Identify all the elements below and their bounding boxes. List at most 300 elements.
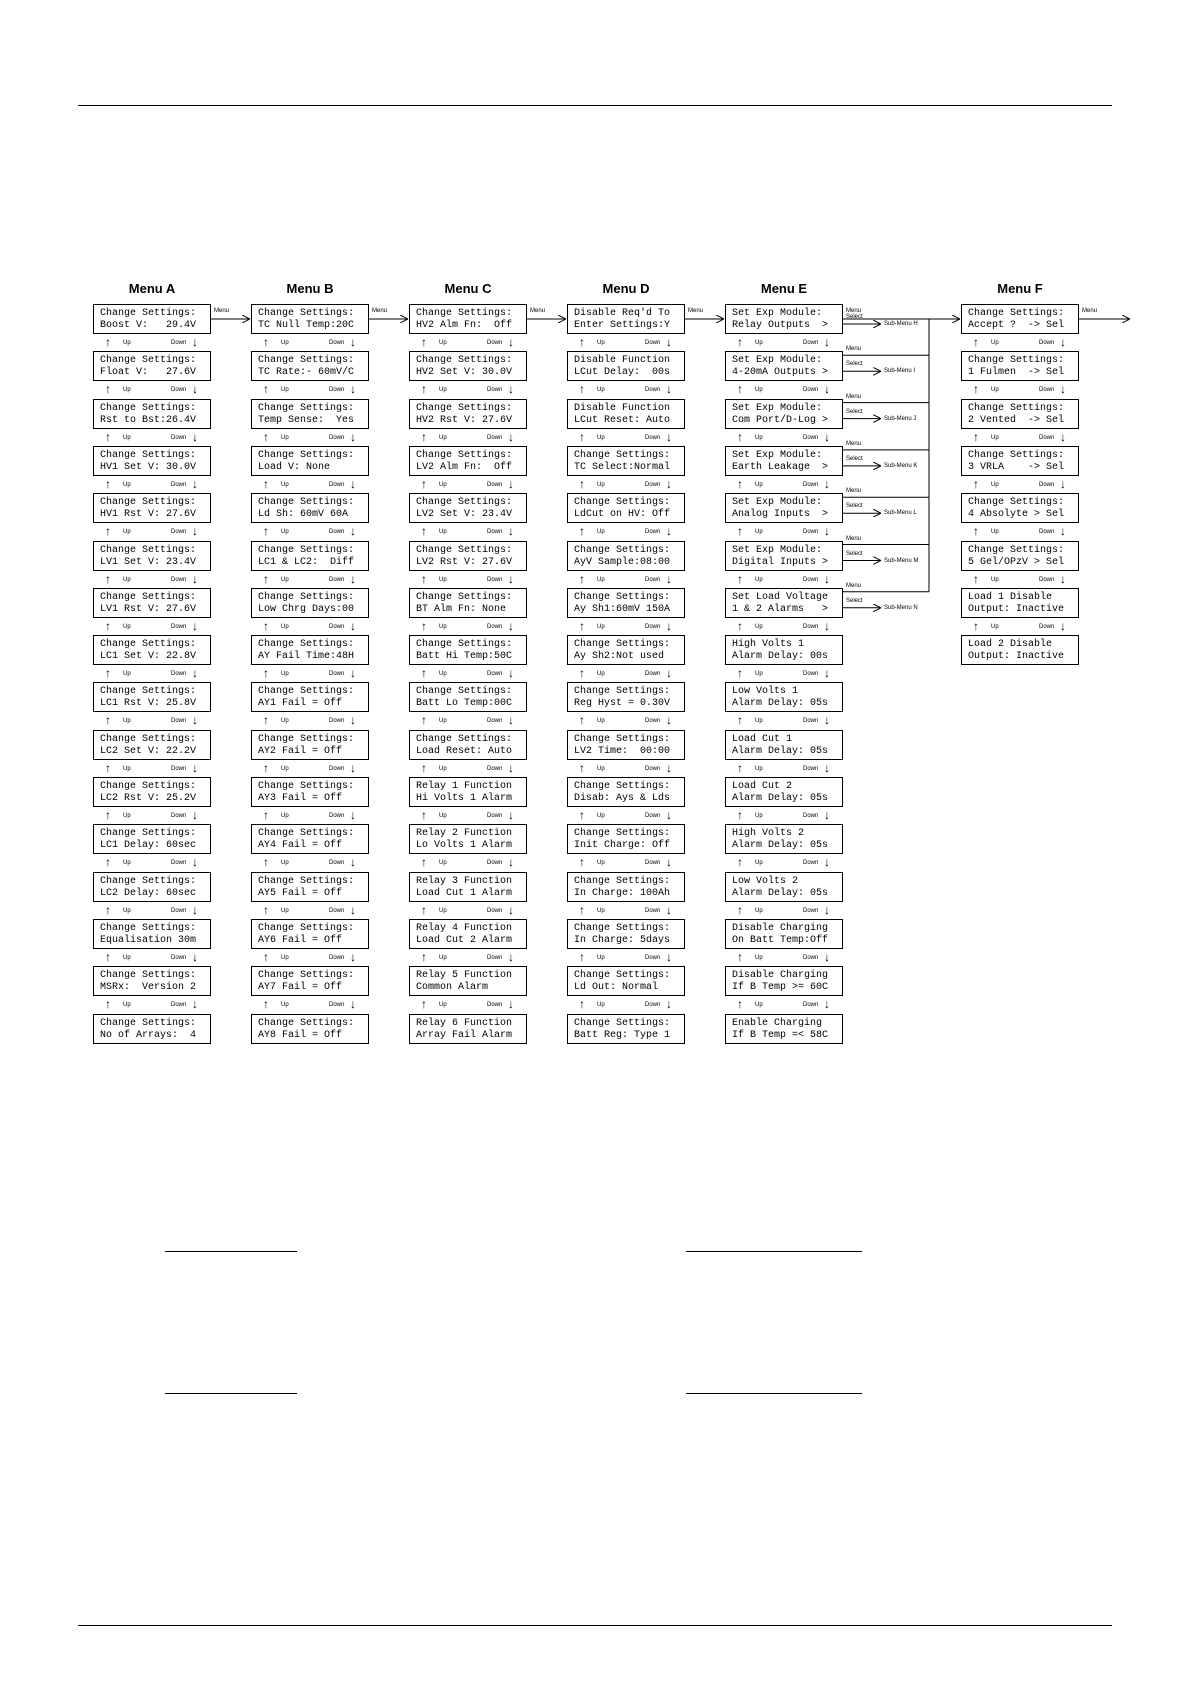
up-arrow-icon[interactable]: ↑ [737, 335, 743, 349]
menu-d-screen-9[interactable] [567, 682, 685, 712]
screen-line-1: Change Settings: [100, 1017, 197, 1029]
screen-line-1: Load Cut 1 [732, 733, 793, 745]
up-arrow-icon[interactable]: ↑ [421, 949, 427, 964]
menu-d-screen-16[interactable] [567, 1014, 685, 1044]
menu-c-screen-4[interactable] [409, 446, 527, 476]
up-arrow-icon[interactable]: ↑ [263, 855, 269, 870]
menu-f-screen-5[interactable] [961, 493, 1079, 523]
down-arrow-icon[interactable]: ↓ [1060, 476, 1066, 491]
menu-a-screen-8[interactable] [93, 635, 211, 665]
up-arrow-icon[interactable]: ↑ [579, 524, 585, 539]
down-arrow-icon[interactable]: ↓ [1060, 524, 1066, 539]
menu-d-screen-8[interactable] [567, 635, 685, 665]
menu-e-screen-8[interactable] [725, 635, 843, 665]
down-arrow-icon[interactable]: ↓ [1060, 618, 1066, 633]
menu-a-screen-4[interactable] [93, 446, 211, 476]
menu-a-screen-2[interactable] [93, 351, 211, 381]
menu-a-screen-9[interactable] [93, 682, 211, 712]
menu-b-screen-6[interactable] [251, 541, 369, 571]
screen-line-1: Change Settings: [968, 402, 1065, 414]
up-arrow-icon[interactable]: ↑ [263, 524, 269, 539]
menu-d-screen-7[interactable] [567, 588, 685, 618]
up-arrow-icon[interactable]: ↑ [421, 382, 427, 397]
up-arrow-icon[interactable]: ↑ [263, 997, 269, 1012]
up-arrow-icon[interactable]: ↑ [263, 335, 269, 349]
down-arrow-icon[interactable]: ↓ [508, 808, 514, 822]
down-arrow-icon[interactable]: ↓ [666, 618, 672, 633]
up-arrow-icon[interactable]: ↑ [421, 666, 427, 681]
up-arrow-icon[interactable]: ↑ [263, 618, 269, 633]
down-arrow-icon[interactable]: ↓ [192, 713, 198, 728]
up-arrow-icon[interactable]: ↑ [579, 902, 585, 917]
down-arrow-icon[interactable]: ↓ [666, 571, 672, 586]
down-arrow-icon[interactable]: ↓ [1060, 335, 1066, 349]
up-label: Up [281, 954, 289, 961]
down-arrow-icon[interactable]: ↓ [350, 997, 356, 1012]
down-arrow-icon[interactable]: ↓ [508, 524, 514, 539]
up-arrow-icon[interactable]: ↑ [737, 713, 743, 728]
down-label: Down [1039, 529, 1055, 536]
down-arrow-icon[interactable]: ↓ [508, 713, 514, 728]
up-arrow-icon[interactable]: ↑ [579, 997, 585, 1012]
down-label: Down [171, 954, 187, 961]
down-label: Down [329, 671, 345, 678]
up-arrow-icon[interactable]: ↑ [737, 429, 743, 444]
down-arrow-icon[interactable]: ↓ [508, 949, 514, 964]
down-arrow-icon[interactable]: ↓ [508, 902, 514, 917]
up-arrow-icon[interactable]: ↑ [263, 760, 269, 775]
menu-c-screen-5[interactable] [409, 493, 527, 523]
up-arrow-icon[interactable]: ↑ [973, 382, 979, 397]
up-arrow-icon[interactable]: ↑ [973, 524, 979, 539]
menu-b-screen-16[interactable] [251, 1014, 369, 1044]
menu-c-screen-1[interactable] [409, 304, 527, 334]
down-arrow-icon[interactable]: ↓ [192, 335, 198, 349]
up-arrow-icon[interactable]: ↑ [973, 335, 979, 349]
menu-d-screen-3[interactable] [567, 399, 685, 429]
menu-c-screen-12[interactable] [409, 824, 527, 854]
down-label: Down [645, 576, 661, 583]
down-label: Down [329, 387, 345, 394]
down-arrow-icon[interactable]: ↓ [350, 618, 356, 633]
menu-d-screen-5[interactable] [567, 493, 685, 523]
screen-line-1: Change Settings: [574, 686, 671, 698]
menu-e-screen-15[interactable] [725, 966, 843, 996]
up-arrow-icon[interactable]: ↑ [263, 949, 269, 964]
menu-a-screen-16[interactable] [93, 1014, 211, 1044]
menu-b-screen-11[interactable] [251, 777, 369, 807]
up-arrow-icon[interactable]: ↑ [263, 713, 269, 728]
menu-a-screen-10[interactable] [93, 730, 211, 760]
up-arrow-icon[interactable]: ↑ [105, 571, 111, 586]
menu-c-screen-16[interactable] [409, 1014, 527, 1044]
up-arrow-icon[interactable]: ↑ [737, 524, 743, 539]
down-arrow-icon[interactable]: ↓ [1060, 571, 1066, 586]
menu-a-screen-7[interactable] [93, 588, 211, 618]
up-arrow-icon[interactable]: ↑ [105, 902, 111, 917]
screen-line-2: Boost V: 29.4V [100, 320, 197, 331]
up-arrow-icon[interactable]: ↑ [105, 335, 111, 349]
down-arrow-icon[interactable]: ↓ [192, 382, 198, 397]
menu-b-nav-13 [251, 902, 369, 919]
down-arrow-icon[interactable]: ↓ [824, 524, 830, 539]
up-arrow-icon[interactable]: ↑ [579, 335, 585, 349]
menu-e-screen-13[interactable] [725, 872, 843, 902]
menu-c-nav-13 [409, 902, 527, 919]
down-label: Down [803, 860, 819, 867]
up-label: Up [281, 1002, 289, 1009]
menu-a-screen-3[interactable] [93, 399, 211, 429]
up-arrow-icon[interactable]: ↑ [737, 760, 743, 775]
up-arrow-icon[interactable]: ↑ [421, 524, 427, 539]
menu-c-screen-9[interactable] [409, 682, 527, 712]
up-arrow-icon[interactable]: ↑ [263, 429, 269, 444]
up-arrow-icon[interactable]: ↑ [421, 476, 427, 491]
screen-line-1: Change Settings: [100, 402, 197, 414]
menu-d-screen-1[interactable] [567, 304, 685, 334]
down-arrow-icon[interactable]: ↓ [666, 713, 672, 728]
up-arrow-icon[interactable]: ↑ [263, 666, 269, 681]
up-arrow-icon[interactable]: ↑ [105, 713, 111, 728]
menu-c-screen-8[interactable] [409, 635, 527, 665]
down-arrow-icon[interactable]: ↓ [666, 524, 672, 539]
down-arrow-icon[interactable]: ↓ [508, 476, 514, 491]
down-arrow-icon[interactable]: ↓ [350, 760, 356, 775]
menu-return-label-3: Menu [846, 440, 862, 447]
screen-line-2: TC Select:Normal [574, 461, 671, 473]
menu-c-screen-15[interactable] [409, 966, 527, 996]
menu-c-screen-6[interactable] [409, 541, 527, 571]
menu-a-screen-14[interactable] [93, 919, 211, 949]
menu-e-screen-14[interactable] [725, 919, 843, 949]
down-arrow-icon[interactable]: ↓ [666, 902, 672, 917]
down-arrow-icon[interactable]: ↓ [350, 949, 356, 964]
up-arrow-icon[interactable]: ↑ [579, 949, 585, 964]
down-arrow-icon[interactable]: ↓ [824, 808, 830, 822]
up-arrow-icon[interactable]: ↑ [105, 760, 111, 775]
down-arrow-icon[interactable]: ↓ [192, 666, 198, 681]
up-arrow-icon[interactable]: ↑ [579, 855, 585, 870]
screen-line-2: LV1 Set V: 23.4V [100, 556, 197, 568]
up-arrow-icon[interactable]: ↑ [579, 429, 585, 444]
up-label: Up [123, 576, 131, 583]
menu-e-screen-3[interactable] [725, 399, 843, 429]
down-arrow-icon[interactable]: ↓ [666, 808, 672, 822]
down-arrow-icon[interactable]: ↓ [350, 524, 356, 539]
menu-a-screen-6[interactable] [93, 541, 211, 571]
down-arrow-icon[interactable]: ↓ [350, 429, 356, 444]
up-arrow-icon[interactable]: ↑ [105, 808, 111, 822]
menu-e-screen-12[interactable] [725, 824, 843, 854]
up-arrow-icon[interactable]: ↑ [579, 382, 585, 397]
down-arrow-icon[interactable]: ↓ [508, 997, 514, 1012]
down-arrow-icon[interactable]: ↓ [192, 571, 198, 586]
up-arrow-icon[interactable]: ↑ [421, 855, 427, 870]
menu-b-screen-14[interactable] [251, 919, 369, 949]
menu-d-screen-13[interactable] [567, 872, 685, 902]
down-arrow-icon[interactable]: ↓ [508, 429, 514, 444]
up-arrow-icon[interactable]: ↑ [263, 476, 269, 491]
screen-line-2: LC1 & LC2: Diff [258, 556, 355, 568]
up-arrow-icon[interactable]: ↑ [737, 997, 743, 1012]
up-arrow-icon[interactable]: ↑ [579, 476, 585, 491]
down-label: Down [329, 529, 345, 536]
select-connector-label-3: Select [846, 408, 863, 415]
menu-e-screen-6[interactable] [725, 541, 843, 571]
screen-line-1: Set Exp Module: [732, 355, 823, 367]
menu-e-screen-2[interactable] [725, 351, 843, 381]
menu-b-screen-8[interactable] [251, 635, 369, 665]
up-arrow-icon[interactable]: ↑ [105, 382, 111, 397]
down-arrow-icon[interactable]: ↓ [508, 666, 514, 681]
up-arrow-icon[interactable]: ↑ [973, 429, 979, 444]
down-arrow-icon[interactable]: ↓ [192, 902, 198, 917]
menu-c-screen-3[interactable] [409, 399, 527, 429]
menu-c-screen-13[interactable] [409, 872, 527, 902]
up-arrow-icon[interactable]: ↑ [263, 808, 269, 822]
down-arrow-icon[interactable]: ↓ [192, 949, 198, 964]
menu-b-screen-9[interactable] [251, 682, 369, 712]
menu-e-screen-9[interactable] [725, 682, 843, 712]
menu-f-screen-2[interactable] [961, 351, 1079, 381]
down-arrow-icon[interactable]: ↓ [508, 760, 514, 775]
menu-d-screen-15[interactable] [567, 966, 685, 996]
menu-f-screen-1[interactable] [961, 304, 1079, 334]
screen-line-2: Common Alarm [416, 982, 489, 994]
menu-b-screen-1[interactable] [251, 304, 369, 334]
menu-b-screen-10[interactable] [251, 730, 369, 760]
up-arrow-icon[interactable]: ↑ [737, 808, 743, 822]
down-arrow-icon[interactable]: ↓ [350, 571, 356, 586]
down-arrow-icon[interactable]: ↓ [508, 335, 514, 349]
down-arrow-icon[interactable]: ↓ [508, 855, 514, 870]
menu-a-screen-11[interactable] [93, 777, 211, 807]
up-label: Up [597, 623, 605, 630]
down-label: Down [487, 529, 503, 536]
down-arrow-icon[interactable]: ↓ [192, 618, 198, 633]
down-arrow-icon[interactable]: ↓ [824, 382, 830, 397]
up-arrow-icon[interactable]: ↑ [737, 902, 743, 917]
down-arrow-icon[interactable]: ↓ [666, 949, 672, 964]
down-arrow-icon[interactable]: ↓ [192, 476, 198, 491]
up-label: Up [597, 481, 605, 488]
up-arrow-icon[interactable]: ↑ [421, 571, 427, 586]
menu-c-screen-7[interactable] [409, 588, 527, 618]
menu-c-screen-10[interactable] [409, 730, 527, 760]
screen-line-2: LC1 Delay: 60sec [100, 840, 197, 852]
menu-b-screen-7[interactable] [251, 588, 369, 618]
sub-menu-label-2: Sub-Menu I [884, 368, 916, 375]
down-arrow-icon[interactable]: ↓ [824, 997, 830, 1012]
menu-d-screen-14[interactable] [567, 919, 685, 949]
up-arrow-icon[interactable]: ↑ [579, 618, 585, 633]
up-arrow-icon[interactable]: ↑ [263, 382, 269, 397]
up-arrow-icon[interactable]: ↑ [421, 808, 427, 822]
menu-f-screen-8[interactable] [961, 635, 1079, 665]
down-arrow-icon[interactable]: ↓ [824, 666, 830, 681]
menu-c-nav-5 [409, 526, 527, 540]
down-arrow-icon[interactable]: ↓ [350, 335, 356, 349]
menu-e-screen-7[interactable] [725, 588, 843, 618]
down-arrow-icon[interactable]: ↓ [508, 382, 514, 397]
up-arrow-icon[interactable]: ↑ [105, 524, 111, 539]
menu-e-screen-1[interactable] [725, 304, 843, 334]
menu-d-screen-10[interactable] [567, 730, 685, 760]
menu-e-screen-5[interactable] [725, 493, 843, 523]
up-arrow-icon[interactable]: ↑ [737, 382, 743, 397]
down-arrow-icon[interactable]: ↓ [350, 855, 356, 870]
menu-d-screen-12[interactable] [567, 824, 685, 854]
down-arrow-icon[interactable]: ↓ [666, 429, 672, 444]
down-label: Down [329, 765, 345, 772]
up-label: Up [281, 813, 289, 819]
menu-b-screen-5[interactable] [251, 493, 369, 523]
up-arrow-icon[interactable]: ↑ [579, 713, 585, 728]
screen-line-2: AY5 Fail = Off [258, 887, 343, 899]
menu-a-screen-15[interactable] [93, 966, 211, 996]
up-arrow-icon[interactable]: ↑ [737, 666, 743, 681]
menu-a-screen-1[interactable] [93, 304, 211, 334]
menu-f-screen-4[interactable] [961, 446, 1079, 476]
down-arrow-icon[interactable]: ↓ [350, 713, 356, 728]
down-arrow-icon[interactable]: ↓ [824, 713, 830, 728]
menu-a-screen-13[interactable] [93, 872, 211, 902]
down-arrow-icon[interactable]: ↓ [666, 666, 672, 681]
menu-d-screen-11[interactable] [567, 777, 685, 807]
up-arrow-icon[interactable]: ↑ [105, 949, 111, 964]
up-label: Up [991, 481, 999, 488]
down-arrow-icon[interactable]: ↓ [508, 571, 514, 586]
screen-line-1: High Volts 2 [732, 828, 805, 840]
down-arrow-icon[interactable]: ↓ [508, 618, 514, 633]
up-arrow-icon[interactable]: ↑ [973, 571, 979, 586]
menu-c-screen-11[interactable] [409, 777, 527, 807]
down-arrow-icon[interactable]: ↓ [1060, 382, 1066, 397]
menu-e-screen-11[interactable] [725, 777, 843, 807]
menu-f-nav-1 [961, 337, 1079, 351]
down-arrow-icon[interactable]: ↓ [824, 855, 830, 870]
up-arrow-icon[interactable]: ↑ [421, 618, 427, 633]
down-arrow-icon[interactable]: ↓ [192, 760, 198, 775]
up-arrow-icon[interactable]: ↑ [973, 476, 979, 491]
menu-d-screen-6[interactable] [567, 541, 685, 571]
up-arrow-icon[interactable]: ↑ [421, 902, 427, 917]
menu-d-nav-2 [567, 384, 685, 398]
down-arrow-icon[interactable]: ↓ [666, 335, 672, 349]
down-label: Down [645, 860, 661, 867]
down-arrow-icon[interactable]: ↓ [824, 571, 830, 586]
down-arrow-icon[interactable]: ↓ [824, 335, 830, 349]
down-arrow-icon[interactable]: ↓ [1060, 429, 1066, 444]
menu-d-screen-2[interactable] [567, 351, 685, 381]
menu-b-screen-13[interactable] [251, 872, 369, 902]
down-arrow-icon[interactable]: ↓ [192, 997, 198, 1012]
up-arrow-icon[interactable]: ↑ [737, 855, 743, 870]
up-arrow-icon[interactable]: ↑ [263, 902, 269, 917]
down-arrow-icon[interactable]: ↓ [350, 382, 356, 397]
down-arrow-icon[interactable]: ↓ [666, 382, 672, 397]
up-arrow-icon[interactable]: ↑ [105, 666, 111, 681]
up-arrow-icon[interactable]: ↑ [579, 760, 585, 775]
up-arrow-icon[interactable]: ↑ [263, 571, 269, 586]
menu-b-screen-3[interactable] [251, 399, 369, 429]
down-arrow-icon[interactable]: ↓ [824, 902, 830, 917]
down-arrow-icon[interactable]: ↓ [192, 524, 198, 539]
menu-d-nav-11 [567, 810, 685, 824]
down-arrow-icon[interactable]: ↓ [192, 855, 198, 870]
menu-b-screen-12[interactable] [251, 824, 369, 854]
up-arrow-icon[interactable]: ↑ [421, 429, 427, 444]
up-arrow-icon[interactable]: ↑ [105, 429, 111, 444]
menu-b-screen-4[interactable] [251, 446, 369, 476]
up-label: Up [991, 529, 999, 536]
up-arrow-icon[interactable]: ↑ [737, 618, 743, 633]
down-arrow-icon[interactable]: ↓ [824, 760, 830, 775]
menu-f-screen-6[interactable] [961, 541, 1079, 571]
up-arrow-icon[interactable]: ↑ [737, 571, 743, 586]
menu-b-screen-2[interactable] [251, 351, 369, 381]
down-arrow-icon[interactable]: ↓ [824, 949, 830, 964]
menu-a-screen-5[interactable] [93, 493, 211, 523]
up-arrow-icon[interactable]: ↑ [973, 618, 979, 633]
up-arrow-icon[interactable]: ↑ [421, 997, 427, 1012]
screen-line-1: Change Settings: [416, 544, 513, 556]
down-arrow-icon[interactable]: ↓ [192, 429, 198, 444]
down-arrow-icon[interactable]: ↓ [350, 666, 356, 681]
up-arrow-icon[interactable]: ↑ [579, 666, 585, 681]
down-arrow-icon[interactable]: ↓ [666, 476, 672, 491]
down-arrow-icon[interactable]: ↓ [666, 997, 672, 1012]
down-arrow-icon[interactable]: ↓ [192, 808, 198, 822]
up-arrow-icon[interactable]: ↑ [421, 713, 427, 728]
menu-a-screen-12[interactable] [93, 824, 211, 854]
down-arrow-icon[interactable]: ↓ [350, 902, 356, 917]
down-arrow-icon[interactable]: ↓ [824, 476, 830, 491]
up-arrow-icon[interactable]: ↑ [579, 571, 585, 586]
screen-line-2: HV1 Rst V: 27.6V [100, 509, 197, 521]
up-arrow-icon[interactable]: ↑ [105, 855, 111, 870]
screen-line-2: No of Arrays: 4 [100, 1029, 197, 1041]
menu-c-screen-2[interactable] [409, 351, 527, 381]
menu-e-screen-4[interactable] [725, 446, 843, 476]
up-arrow-icon[interactable]: ↑ [105, 997, 111, 1012]
menu-b-nav-7 [251, 618, 369, 635]
up-arrow-icon[interactable]: ↑ [737, 949, 743, 964]
down-arrow-icon[interactable]: ↓ [824, 618, 830, 633]
screen-line-1: Disable Function [574, 355, 671, 367]
menu-d-screen-4[interactable] [567, 446, 685, 476]
menu-f-screen-3[interactable] [961, 399, 1079, 429]
down-arrow-icon[interactable]: ↓ [350, 808, 356, 822]
up-arrow-icon[interactable]: ↑ [421, 760, 427, 775]
menu-c-screen-14[interactable] [409, 919, 527, 949]
menu-e-screen-16[interactable] [725, 1014, 843, 1044]
menu-connector-label-2: Menu [372, 308, 388, 314]
up-arrow-icon[interactable]: ↑ [421, 335, 427, 349]
down-arrow-icon[interactable]: ↓ [666, 760, 672, 775]
down-arrow-icon[interactable]: ↓ [350, 476, 356, 491]
down-arrow-icon[interactable]: ↓ [666, 855, 672, 870]
down-arrow-icon[interactable]: ↓ [824, 429, 830, 444]
up-arrow-icon[interactable]: ↑ [579, 808, 585, 822]
up-arrow-icon[interactable]: ↑ [105, 618, 111, 633]
up-arrow-icon[interactable]: ↑ [105, 476, 111, 491]
screen-line-1: Change Settings: [258, 449, 355, 461]
menu-f-screen-7[interactable] [961, 588, 1079, 618]
menu-b-screen-15[interactable] [251, 966, 369, 996]
menu-e-screen-10[interactable] [725, 730, 843, 760]
up-arrow-icon[interactable]: ↑ [737, 476, 743, 491]
